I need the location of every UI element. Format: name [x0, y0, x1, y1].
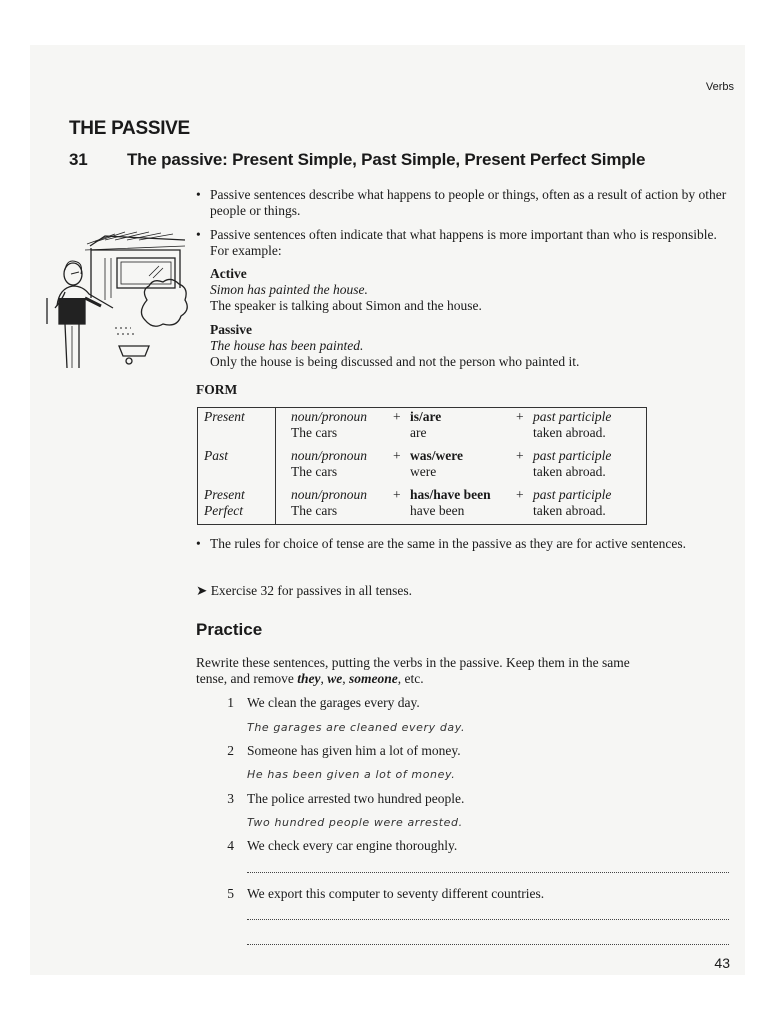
item-answer: He has been given a lot of money. [247, 768, 456, 781]
passive-label: Passive [210, 322, 252, 337]
form-table [197, 407, 647, 525]
unit-title: THE PASSIVE [69, 118, 190, 139]
tense-label: Past [204, 448, 229, 463]
example-rest: taken abroad. [533, 425, 606, 440]
example-aux: have been [410, 503, 465, 518]
keyword-we: we [327, 671, 343, 686]
tense-label-2: Perfect [204, 503, 243, 518]
item-number: 5 [227, 886, 234, 901]
form-subject: noun/pronoun [291, 487, 368, 502]
unit-number: 31 [69, 150, 88, 169]
item-answer: The garages are cleaned every day. [247, 721, 466, 734]
bullet-text: Passive sentences often indicate that what happens is more important than who is responsible. For example: [210, 227, 717, 258]
arrow-icon: ➤ [196, 583, 208, 598]
keyword-they: they [297, 671, 321, 686]
form-plus: + [393, 409, 401, 424]
form-aux: is/are [410, 409, 442, 424]
form-plus: + [516, 409, 524, 424]
bullet-dot: • [196, 227, 201, 242]
illustration-house-woman [45, 228, 190, 373]
form-participle: past participle [533, 487, 612, 502]
answer-line[interactable] [247, 871, 729, 873]
unit-subtitle-text: The passive: Present Simple, Past Simple, Present Perfect Simple [127, 150, 646, 169]
item-question: We check every car engine thoroughly. [247, 838, 458, 853]
passive-note: Only the house is being discussed and not the person who painted it. [210, 354, 580, 369]
keyword-someone: someone [348, 671, 398, 686]
instruction-text: tense, and remove [196, 671, 298, 686]
separator: , [342, 671, 349, 686]
form-participle: past participle [533, 448, 612, 463]
form-plus: + [516, 448, 524, 463]
table-divider [275, 408, 276, 524]
cross-reference-text: Exercise 32 for passives in all tenses. [210, 583, 413, 598]
item-number: 1 [227, 695, 234, 710]
item-number: 4 [227, 838, 234, 853]
item-question: We export this computer to seventy different countries. [247, 886, 545, 901]
example-rest: taken abroad. [533, 464, 606, 479]
form-plus: + [393, 448, 401, 463]
practice-heading: Practice [196, 620, 263, 639]
example-aux: were [410, 464, 437, 479]
example-subject: The cars [291, 464, 338, 479]
form-subject: noun/pronoun [291, 409, 368, 424]
instruction-text: , etc. [397, 671, 424, 686]
bullet-dot: • [196, 536, 201, 551]
item-question: We clean the garages every day. [247, 695, 420, 710]
form-plus: + [516, 487, 524, 502]
section-label: Verbs [705, 81, 734, 93]
answer-line[interactable] [247, 918, 729, 920]
instruction-line-1: Rewrite these sentences, putting the verbs in the passive. Keep them in the same [196, 655, 630, 670]
tense-label: Present [204, 409, 245, 424]
item-answer: Two hundred people were arrested. [247, 816, 463, 829]
bullet-dot: • [196, 187, 201, 202]
item-question: Someone has given him a lot of money. [247, 743, 461, 758]
separator: , [320, 671, 328, 686]
item-number: 2 [227, 743, 234, 758]
form-plus: + [393, 487, 401, 502]
active-sentence: Simon has painted the house. [210, 282, 368, 297]
page-number: 43 [714, 955, 730, 971]
example-subject: The cars [291, 503, 338, 518]
example-subject: The cars [291, 425, 338, 440]
item-question: The police arrested two hundred people. [247, 791, 465, 806]
bullet-text: Passive sentences describe what happens to people or things, often as a result of action by other people or things. [210, 187, 727, 218]
form-participle: past participle [533, 409, 612, 424]
form-heading: FORM [196, 382, 238, 397]
unit-subtitle [69, 150, 645, 170]
item-number: 3 [227, 791, 234, 806]
practice-instructions [196, 655, 736, 687]
active-label: Active [210, 266, 247, 281]
answer-line[interactable] [247, 943, 729, 945]
form-subject: noun/pronoun [291, 448, 368, 463]
tense-label: Present [204, 487, 245, 502]
example-rest: taken abroad. [533, 503, 606, 518]
form-aux: was/were [410, 448, 463, 463]
example-aux: are [410, 425, 427, 440]
cross-reference [196, 583, 412, 599]
instruction-line-2 [196, 671, 736, 687]
active-note: The speaker is talking about Simon and the house. [210, 298, 482, 313]
passive-sentence: The house has been painted. [210, 338, 364, 353]
bullet-text: The rules for choice of tense are the same in the passive as they are for active sentences. [210, 536, 687, 551]
form-aux: has/have been [410, 487, 491, 502]
